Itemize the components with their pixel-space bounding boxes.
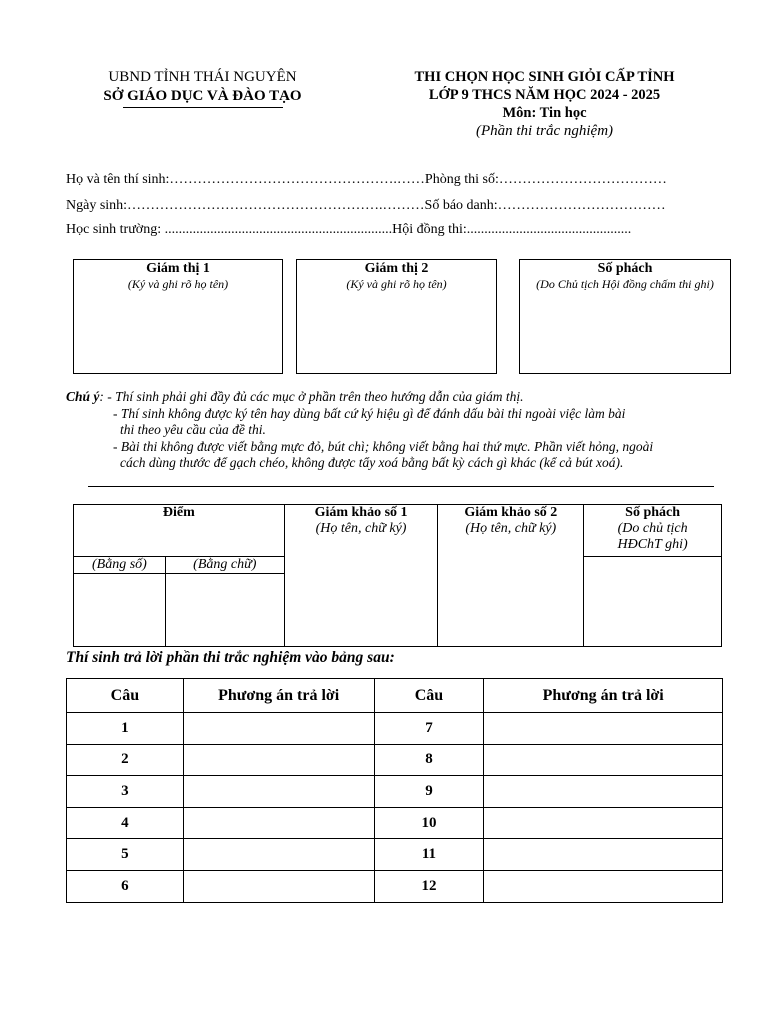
proctor-2-title: Giám thị 2 bbox=[364, 261, 429, 276]
notice-block bbox=[66, 389, 726, 472]
score-words-cell[interactable] bbox=[165, 574, 284, 647]
answer-cell[interactable] bbox=[183, 807, 374, 839]
score-words-header: (Bằng chữ) bbox=[165, 557, 284, 574]
question-number: 6 bbox=[67, 870, 184, 902]
answer-instruction: Thí sinh trả lời phần thi trắc nghiệm vào bảng sau: bbox=[66, 649, 395, 666]
answer-cell[interactable] bbox=[484, 713, 723, 745]
question-number: 2 bbox=[67, 744, 184, 776]
notice-item-3-cont: cách dùng thước để gạch chéo, không được tẩy xoá bằng bất kỳ cách gì khác (kể cả bút xoá). bbox=[120, 455, 624, 470]
table-row bbox=[67, 807, 723, 839]
issuing-authority bbox=[80, 68, 325, 108]
question-header: Câu bbox=[374, 679, 484, 713]
serial-number-title: Số phách bbox=[597, 261, 653, 276]
answer-cell[interactable] bbox=[484, 744, 723, 776]
info-line-name[interactable]: Họ và tên thí sinh:………………………………………….……Phòng thi số:……………………………… bbox=[66, 172, 667, 187]
notice-item-2: - Thí sinh không được ký tên hay dùng bất cứ ký hiệu gì để đánh dấu bài thi ngoài việc làm bài bbox=[113, 405, 626, 421]
answer-header-row bbox=[67, 679, 723, 713]
proctor-1-title: Giám thị 1 bbox=[146, 261, 210, 276]
table-row bbox=[67, 776, 723, 808]
examiner-1-title: Giám khảo số 1 bbox=[314, 505, 408, 520]
cut-line bbox=[88, 486, 714, 487]
proctor-1-subtitle: (Ký và ghi rõ họ tên) bbox=[127, 277, 229, 291]
table-row bbox=[67, 744, 723, 776]
score-serial-title: Số phách bbox=[625, 505, 681, 520]
score-numeric-header: (Bằng số) bbox=[74, 557, 166, 574]
exam-part: (Phần thi trắc nghiệm) bbox=[475, 123, 614, 139]
info-line-school[interactable]: Học sinh trường: .................................................................Hội đồng thi:............................................... bbox=[66, 222, 632, 237]
question-number: 4 bbox=[67, 807, 184, 839]
question-header: Câu bbox=[67, 679, 184, 713]
score-header: Điểm bbox=[74, 505, 285, 557]
exam-title-block bbox=[372, 68, 717, 140]
answer-cell[interactable] bbox=[183, 776, 374, 808]
exam-subject: Môn: Tin học bbox=[502, 105, 587, 121]
examiner-2-cell[interactable] bbox=[438, 505, 584, 647]
serial-number-box[interactable] bbox=[519, 259, 731, 374]
notice-item-2-cont: thi theo yêu cầu của đề thi. bbox=[120, 422, 266, 437]
examiner-2-subtitle: (Họ tên, chữ ký) bbox=[465, 521, 557, 536]
question-number: 10 bbox=[374, 807, 484, 839]
score-serial-cell[interactable] bbox=[584, 557, 722, 647]
serial-number-subtitle: (Do Chủ tịch Hội đồng chấm thi ghi) bbox=[536, 277, 714, 291]
proctor-2-subtitle: (Ký và ghi rõ họ tên) bbox=[346, 277, 447, 291]
examiner-1-subtitle: (Họ tên, chữ ký) bbox=[315, 521, 407, 536]
exam-title: THI CHỌN HỌC SINH GIỎI CẤP TỈNH bbox=[414, 69, 675, 85]
answer-table bbox=[66, 678, 723, 903]
answer-cell[interactable] bbox=[183, 870, 374, 902]
question-number: 12 bbox=[374, 870, 484, 902]
score-serial-sub-2: HĐChT ghi) bbox=[617, 537, 688, 552]
answer-cell[interactable] bbox=[183, 839, 374, 871]
score-serial-header bbox=[584, 505, 722, 557]
exam-grade-year: LỚP 9 THCS NĂM HỌC 2024 - 2025 bbox=[428, 87, 661, 103]
table-row bbox=[67, 839, 723, 871]
notice-label: Chú ý bbox=[66, 389, 100, 404]
province-committee: UBND TỈNH THÁI NGUYÊN bbox=[108, 69, 297, 85]
answer-cell[interactable] bbox=[484, 807, 723, 839]
answer-cell[interactable] bbox=[183, 744, 374, 776]
question-number: 9 bbox=[374, 776, 484, 808]
info-line-birth[interactable]: Ngày sinh:……………………………………………….………Số báo danh:……………………………… bbox=[66, 198, 666, 213]
answer-header: Phương án trả lời bbox=[183, 679, 374, 713]
answer-cell[interactable] bbox=[484, 776, 723, 808]
proctor-2-box[interactable] bbox=[296, 259, 497, 374]
answer-cell[interactable] bbox=[183, 713, 374, 745]
department-name: SỞ GIÁO DỤC VÀ ĐÀO TẠO bbox=[103, 88, 302, 104]
examiner-1-cell[interactable] bbox=[284, 505, 438, 647]
question-number: 8 bbox=[374, 744, 484, 776]
proctor-1-box[interactable] bbox=[73, 259, 283, 374]
examiner-2-title: Giám khảo số 2 bbox=[464, 505, 558, 520]
notice-item-3: - Bài thi không được viết bằng mực đỏ, bút chì; không viết bằng hai thứ mực. Phần viết hỏng, ngoài bbox=[113, 438, 654, 454]
notice-item-1: Chú ý: - Thí sinh phải ghi đầy đủ các mục ở phần trên theo hướng dẫn của giám thị. bbox=[66, 389, 524, 404]
question-number: 5 bbox=[67, 839, 184, 871]
answer-cell[interactable] bbox=[484, 870, 723, 902]
question-number: 3 bbox=[67, 776, 184, 808]
answer-cell[interactable] bbox=[484, 839, 723, 871]
question-number: 11 bbox=[374, 839, 484, 871]
header-underline bbox=[123, 107, 283, 108]
answer-header: Phương án trả lời bbox=[484, 679, 723, 713]
question-number: 1 bbox=[67, 713, 184, 745]
score-serial-sub-1: (Do chủ tịch bbox=[617, 521, 688, 536]
score-table bbox=[73, 504, 722, 647]
question-number: 7 bbox=[374, 713, 484, 745]
table-row bbox=[67, 870, 723, 902]
table-row bbox=[67, 713, 723, 745]
score-numeric-cell[interactable] bbox=[74, 574, 166, 647]
